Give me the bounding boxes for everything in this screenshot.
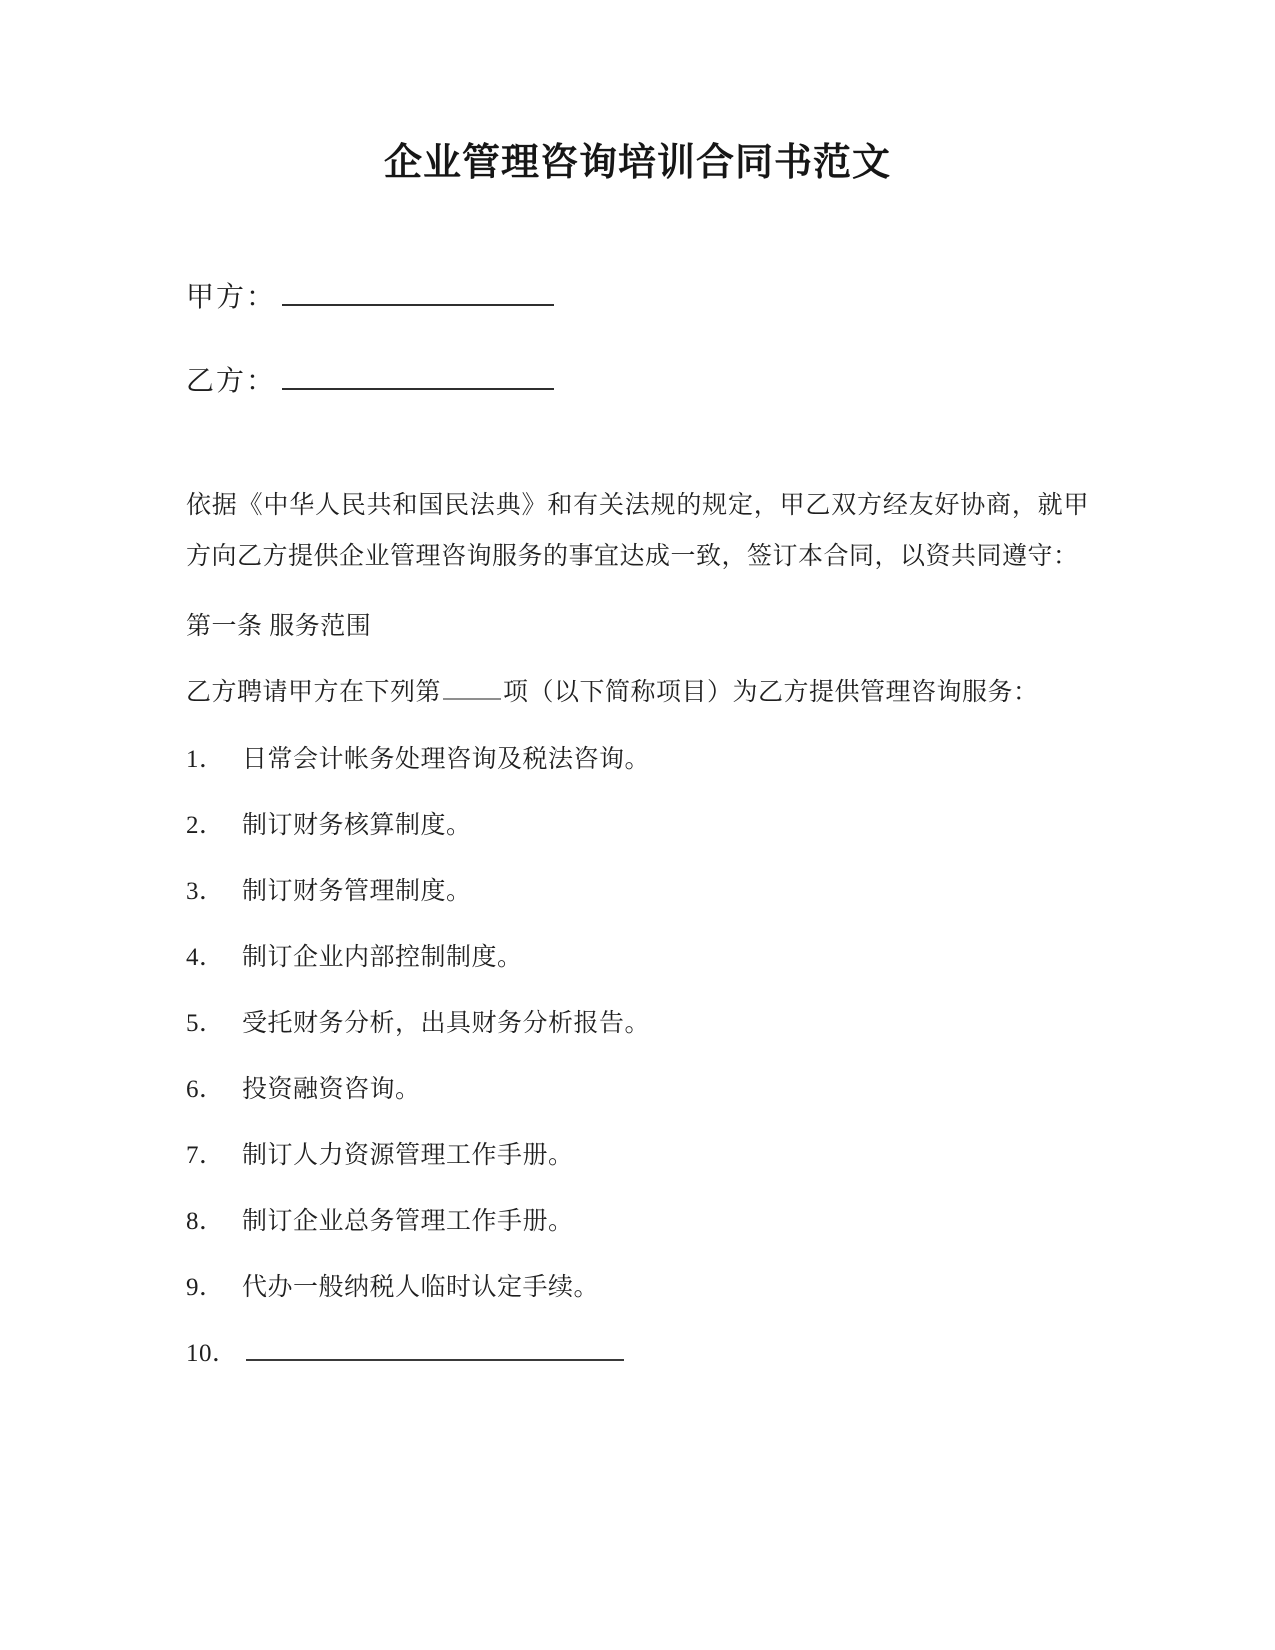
party-a-label: 甲方： bbox=[186, 282, 277, 313]
item-text: 投资融资咨询。 bbox=[242, 1076, 421, 1103]
item-text: 制订财务核算制度。 bbox=[242, 812, 472, 839]
item-number: 10． bbox=[186, 1340, 238, 1367]
item-text: 受托财务分析，出具财务分析报告。 bbox=[242, 1010, 651, 1037]
item-number: 3． bbox=[186, 878, 225, 905]
service-selection-suffix: 项（以下简称项目）为乙方提供管理咨询服务： bbox=[503, 679, 1039, 706]
item-number: 5． bbox=[186, 1010, 225, 1037]
item-text: 代办一般纳税人临时认定手续。 bbox=[242, 1274, 600, 1301]
item-number: 2． bbox=[186, 812, 225, 839]
list-item-3 bbox=[186, 872, 1089, 911]
list-item-9 bbox=[186, 1268, 1089, 1307]
item-number: 7． bbox=[186, 1142, 225, 1169]
party-b-row bbox=[186, 362, 1089, 402]
list-item-2 bbox=[186, 806, 1089, 845]
item-number: 8． bbox=[186, 1208, 225, 1235]
party-b-blank-line bbox=[282, 387, 554, 390]
item-number: 4． bbox=[186, 944, 225, 971]
item-text: 制订财务管理制度。 bbox=[242, 878, 472, 905]
item-number: 1． bbox=[186, 746, 225, 773]
party-a-blank-line bbox=[282, 303, 554, 306]
item-number: 6． bbox=[186, 1076, 225, 1103]
party-b-label: 乙方： bbox=[186, 366, 277, 397]
list-item-4 bbox=[186, 938, 1089, 977]
item-number: 9． bbox=[186, 1274, 225, 1301]
item-text: 制订企业总务管理工作手册。 bbox=[242, 1208, 574, 1235]
intro-paragraph: 依据《中华人民共和国民法典》和有关法规的规定，甲乙双方经友好协商，就甲方向乙方提供企业管理咨询服务的事宜达成一致，签订本合同，以资共同遵守： bbox=[186, 492, 1089, 570]
item-text: 日常会计帐务处理咨询及税法咨询。 bbox=[242, 746, 651, 773]
list-item-5 bbox=[186, 1004, 1089, 1043]
service-selection-prefix: 乙方聘请甲方在下列第 bbox=[186, 679, 442, 706]
list-item-6 bbox=[186, 1070, 1089, 1109]
service-selection-line bbox=[186, 673, 1089, 713]
list-item-1 bbox=[186, 740, 1089, 779]
item-10-blank-line bbox=[246, 1358, 624, 1361]
item-text: 制订企业内部控制制度。 bbox=[242, 944, 523, 971]
item-text: 制订人力资源管理工作手册。 bbox=[242, 1142, 574, 1169]
list-item-7 bbox=[186, 1136, 1089, 1175]
section-1-heading: 第一条 服务范围 bbox=[186, 613, 372, 640]
list-item-8 bbox=[186, 1202, 1089, 1241]
party-a-row bbox=[186, 278, 1089, 318]
document-title: 企业管理咨询培训合同书范文 bbox=[383, 142, 891, 184]
item-number-blank-line bbox=[443, 697, 501, 700]
list-item-10 bbox=[186, 1334, 1089, 1373]
